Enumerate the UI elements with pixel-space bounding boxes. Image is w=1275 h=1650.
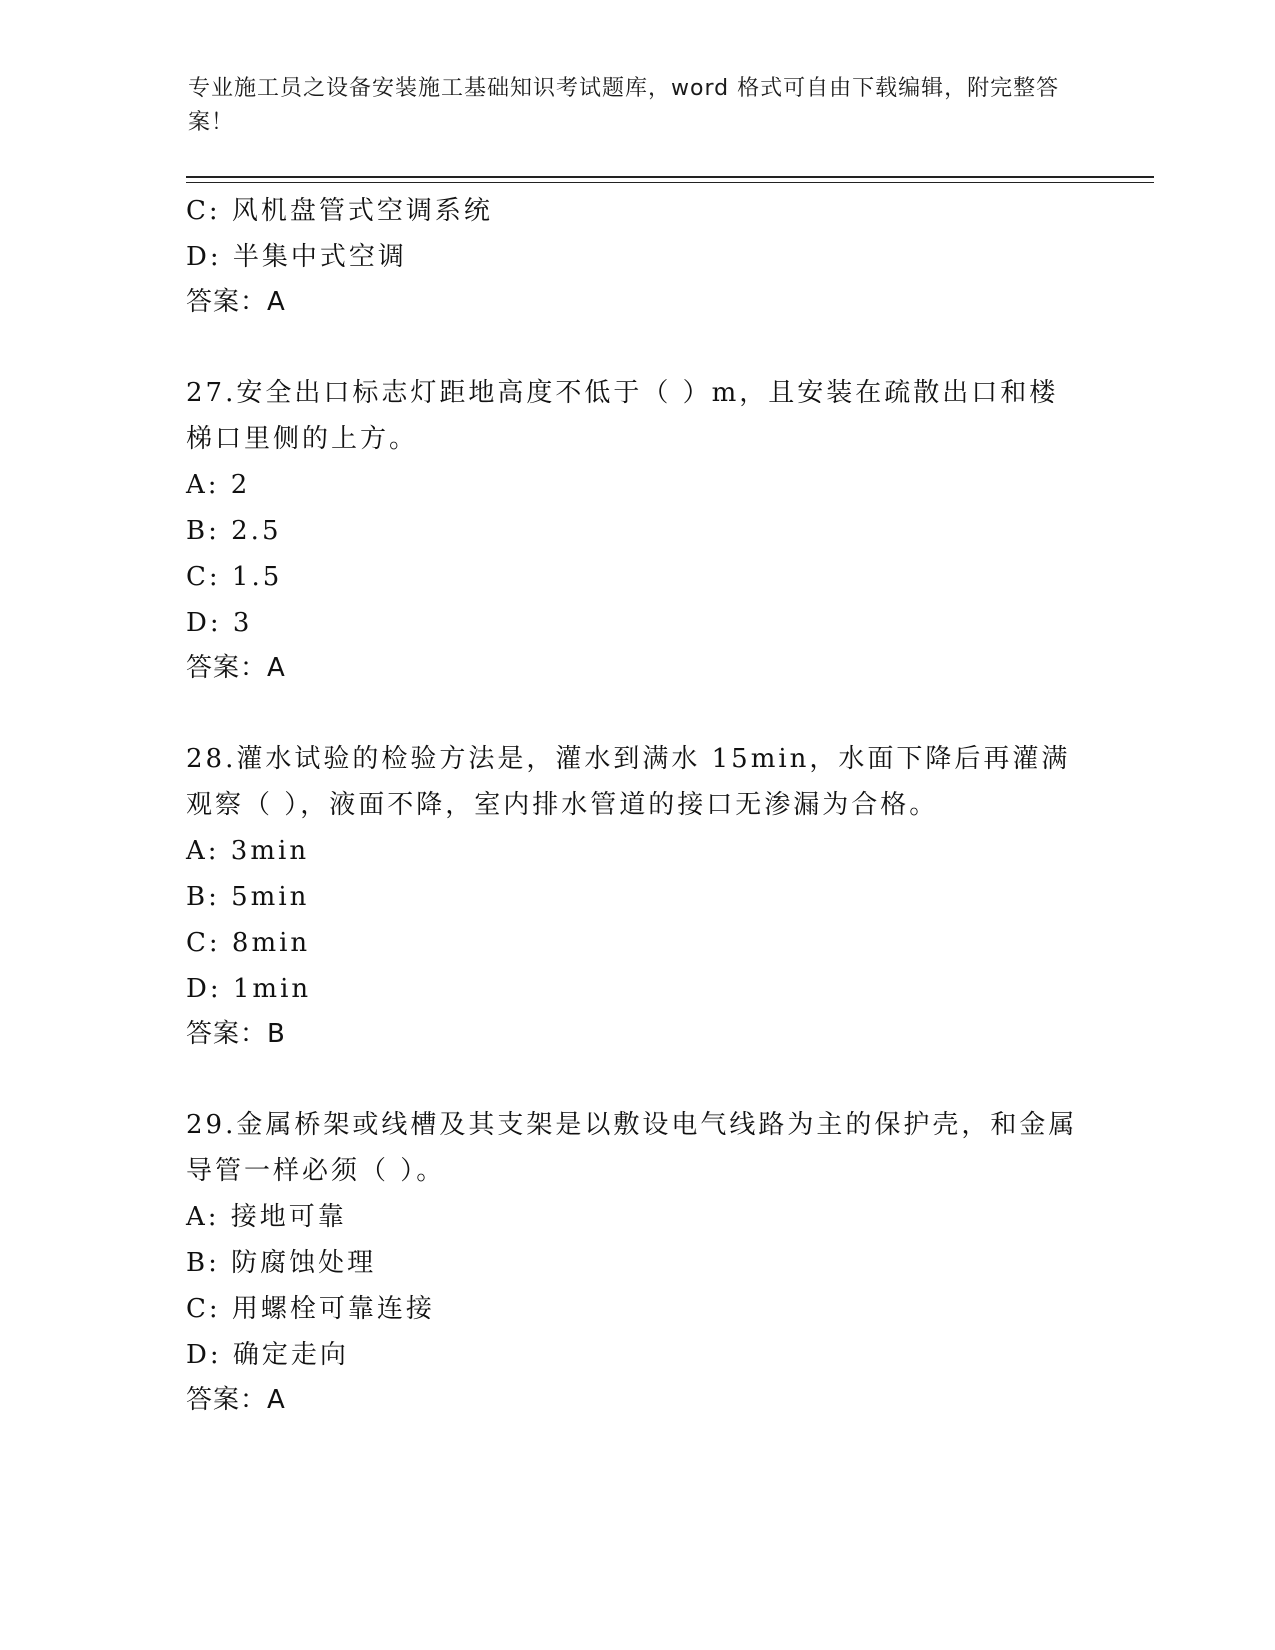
option-d: D: 3 [186,608,253,638]
option-a: A: 3min [186,836,310,866]
question-content [186,188,1086,1422]
page-header-text: 专业施工员之设备安装施工基础知识考试题库，word 格式可自由下载编辑，附完整答案！ [188,76,1060,135]
option-c: C: 1.5 [186,562,283,592]
option-b: B: 防腐蚀处理 [186,1248,377,1278]
question-stem: 27.安全出口标志灯距地高度不低于（ ）m，且安装在疏散出口和楼梯口里侧的上方。 [186,378,1059,454]
answer-line: 答案：A [186,653,286,683]
option-c: C: 风机盘管式空调系统 [186,196,493,226]
continued-question [186,188,1086,324]
option-b: B: 5min [186,882,310,912]
answer-line: 答案：B [186,1019,286,1049]
answer-line: 答案：A [186,1385,286,1415]
option-a: A: 接地可靠 [186,1202,347,1232]
option-d: D: 1min [186,974,312,1004]
header-divider-thin [186,182,1154,183]
question-stem: 28.灌水试验的检验方法是，灌水到满水 15min，水面下降后再灌满观察（ ），液面不降，室内排水管道的接口无渗漏为合格。 [186,744,1071,820]
header-divider-thick [186,176,1154,178]
question-28 [186,736,1086,1056]
option-b: B: 2.5 [186,516,282,546]
option-d: D: 确定走向 [186,1340,349,1370]
question-27 [186,370,1086,690]
question-stem: 29.金属桥架或线槽及其支架是以敷设电气线路为主的保护壳，和金属导管一样必须（ ）。 [186,1110,1078,1186]
option-a: A: 2 [186,470,251,500]
answer-line: 答案：A [186,287,286,317]
question-29 [186,1102,1086,1422]
option-c: C: 用螺栓可靠连接 [186,1294,435,1324]
option-d: D: 半集中式空调 [186,242,407,272]
option-c: C: 8min [186,928,311,958]
